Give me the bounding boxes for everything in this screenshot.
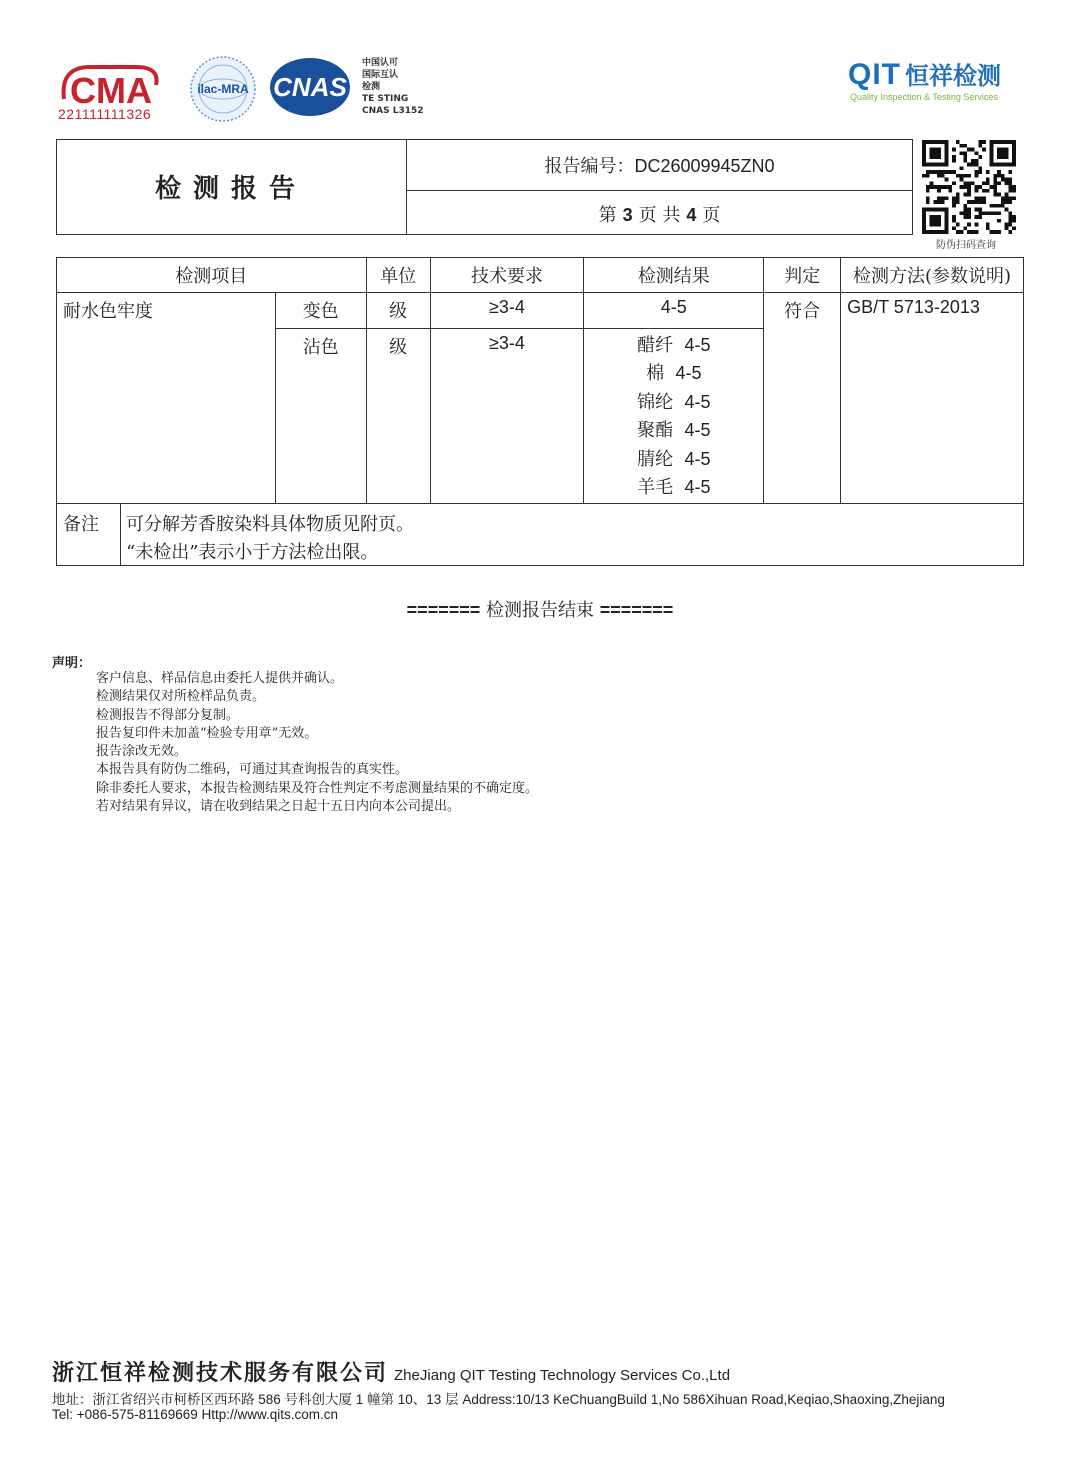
result-line: 醋纤 4-5 <box>637 335 711 356</box>
ilac-mra-logo <box>188 54 258 124</box>
sub-item: 沾色 <box>275 329 366 504</box>
result-line: 棉 4-5 <box>646 363 702 385</box>
cnas-logo <box>268 56 352 118</box>
qr-code[interactable] <box>922 140 1016 234</box>
table-row <box>57 293 1024 329</box>
report-number: 报告编号：DC26009945ZN0 <box>544 156 775 177</box>
qr-caption: 防伪扫码查询 <box>936 240 996 251</box>
requirement-cell: ≥3-4 <box>430 329 584 504</box>
header-method: 检测方法(参数说明) <box>841 258 1024 293</box>
declaration-item: 报告涂改无效。 <box>96 744 188 760</box>
unit-cell: 级 <box>366 293 430 329</box>
result-line: 聚酯 4-5 <box>637 420 711 442</box>
cnas-accreditation-text: 中国认可 国际互认 检测 TE STING CNAS L3152 <box>362 58 424 116</box>
declaration-list <box>96 670 538 816</box>
method-cell: GB/T 5713-2013 <box>841 293 1024 504</box>
header-judgement: 判定 <box>764 258 841 293</box>
table-header-row <box>57 258 1024 293</box>
declaration-item: 客户信息、样品信息由委托人提供并确认。 <box>96 671 344 686</box>
declaration-item: 若对结果有异议，请在收到结果之日起十五日内向本公司提出。 <box>96 799 461 815</box>
page-current: 3 <box>622 205 633 225</box>
company-name <box>52 1356 730 1387</box>
svg-text:CMA: CMA <box>70 70 152 111</box>
result-line: 锦纶 4-5 <box>637 391 711 413</box>
company-contact: Tel: +086-575-81169669 Http://www.qits.com.cn <box>52 1407 339 1422</box>
sub-item: 变色 <box>275 293 366 329</box>
page-info: 第 3 页 共 4 页 <box>598 205 721 226</box>
qit-slogan: Quality Inspection & Testing Services <box>850 92 998 102</box>
judgement-cell: 符合 <box>764 293 841 504</box>
header-requirement: 技术要求 <box>430 258 584 293</box>
declaration-title: 声明： <box>52 656 92 671</box>
declaration-item: 本报告具有防伪二维码，可通过其查询报告的真实性。 <box>96 762 409 778</box>
svg-text:CNAS: CNAS <box>273 72 347 102</box>
declaration-item: 除非委托人要求，本报告检测结果及符合性判定不考虑测量结果的不确定度。 <box>96 780 539 796</box>
result-line: 腈纶 4-5 <box>637 448 711 470</box>
result-line: 羊毛 4-5 <box>637 476 711 498</box>
test-item: 耐水色牢度 <box>57 293 276 504</box>
header-unit: 单位 <box>366 258 430 293</box>
declaration-item: 检测结果仅对所检样品负责。 <box>96 689 266 705</box>
header-result: 检测结果 <box>584 258 764 293</box>
report-end-marker: ======= 检测报告结束 ======= <box>406 600 674 621</box>
unit-cell: 级 <box>366 329 430 504</box>
result-cell: 4-5 <box>584 293 764 329</box>
svg-text:ilac-MRA: ilac-MRA <box>197 82 249 96</box>
remark-label: 备注 <box>63 514 99 535</box>
requirement-cell: ≥3-4 <box>430 293 584 329</box>
declaration-item: 报告复印件未加盖“检验专用章”无效。 <box>96 725 318 741</box>
header-test-item: 检测项目 <box>57 258 367 293</box>
page-total: 4 <box>686 205 697 225</box>
company-name-cn: 浙江恒祥检测技术服务有限公司 <box>52 1360 389 1386</box>
report-number-value: DC26009945ZN0 <box>634 156 775 176</box>
qit-logo: QIT 恒祥检测 <box>848 58 1001 91</box>
company-name-en: ZheJiang QIT Testing Technology Services Co.,Ltd <box>394 1367 731 1384</box>
remark-divider <box>120 503 121 566</box>
remark-line: “未检出”表示小于方法检出限。 <box>126 542 379 563</box>
title-hdivider <box>406 190 913 191</box>
results-table <box>56 257 1024 504</box>
staining-results <box>584 329 764 504</box>
cma-number: 221111111326 <box>58 106 152 122</box>
declaration-item: 检测报告不得部分复制。 <box>96 707 240 723</box>
report-title: 检测报告 <box>154 174 307 204</box>
remark-line: 可分解芳香胺染料具体物质见附页。 <box>126 514 414 535</box>
company-address: 地址：浙江省绍兴市柯桥区西环路 586 号科创大厦 1 幢第 10、13 层 Address:10/13 KeChuangBuild 1,No 586Xihuan Road,Keqiao,Shaoxing,Zhejiang <box>52 1392 945 1407</box>
